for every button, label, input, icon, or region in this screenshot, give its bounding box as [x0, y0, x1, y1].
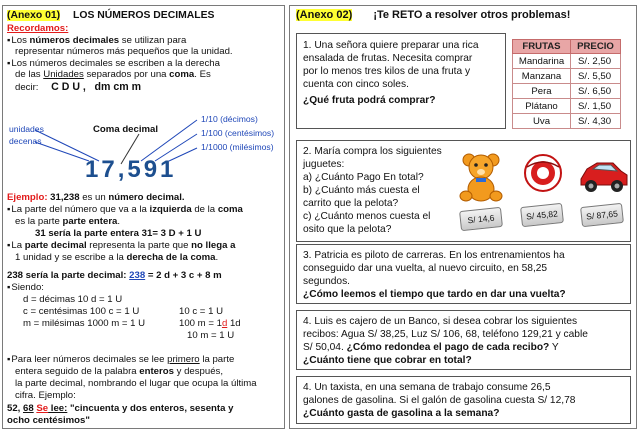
- problem-5-box: [296, 376, 631, 424]
- problem-1-line-4: cuenta con cinco soles.: [303, 79, 409, 90]
- parte-decimal-text-b: 1 unidad y se escribe a la derecha de la coma.: [15, 252, 219, 263]
- anexo-02-label: (Anexo 02): [296, 9, 353, 21]
- problem-2-line-6: c) ¿Cuánto menos cuesta el: [303, 211, 431, 222]
- problem-3-line-2: conseguido dar una vuelta, al nuevo circuito, en 58,25: [303, 263, 548, 274]
- label-decimos: 1/10 (décimos): [201, 114, 258, 124]
- anexo-01-header: [7, 10, 214, 21]
- leer-decimales-text-c: la parte decimal, nombrando el lugar que ocupa la última: [15, 378, 257, 389]
- fruit-cell: Mandarina: [513, 54, 571, 69]
- anexo-01-panel: [2, 5, 285, 429]
- leer-decimales-text-d: cifra. Ejemplo:: [15, 390, 76, 401]
- fruit-cell: Manzana: [513, 69, 571, 84]
- price-tag-pelota: S/ 45,82: [520, 203, 564, 227]
- problem-4-box: [296, 310, 631, 370]
- table-row: [513, 54, 621, 69]
- problem-2-line-3: a) ¿Cuánto Pago En total?: [303, 172, 424, 183]
- paragraph-decimales-1: ▪ Los números decimales se utilizan para: [7, 35, 186, 46]
- problem-5-line-1: 4. Un taxista, en una semana de trabajo consume 26,5: [303, 382, 551, 393]
- table-row: [513, 69, 621, 84]
- problem-4-line-3: S/ 50,04. ¿Cómo redondea el pago de cada recibo? Y: [303, 342, 559, 353]
- decimal-diagram: [7, 114, 282, 190]
- anexo-01-title: LOS NÚMEROS DECIMALES: [73, 10, 215, 21]
- paragraph-decimales-2b: de las Unidades separados por una coma. Es: [15, 69, 211, 80]
- column-frutas: FRUTAS: [513, 40, 571, 54]
- price-cell: S/. 2,50: [571, 54, 621, 69]
- problem-1-line-2: ensalada de frutas. Necesita comprar: [303, 53, 473, 64]
- recordamos-heading: Recordamos:: [7, 23, 69, 34]
- parte-decimal-example: 238 sería la parte decimal: 238 = 2 d + 3 c + 8 m: [7, 270, 222, 281]
- problem-2-line-4: b) ¿Cuánto más cuesta el: [303, 185, 420, 196]
- problem-2-box: [296, 140, 631, 242]
- anexo-02-panel: [289, 5, 637, 429]
- problem-3-question: ¿Cómo leemos el tiempo que tardo en dar una vuelta?: [303, 289, 566, 300]
- price-cell: S/. 1,50: [571, 99, 621, 114]
- equivalence-r3: 10 m = 1 U: [187, 330, 235, 341]
- equivalence-r2: 100 m = 1d 1d: [179, 318, 241, 329]
- problem-5-line-2: galones de gasolina. Si el galón de gasolina cuesta S/ 12,78: [303, 395, 576, 406]
- problem-2-line-7: osito que la pelota?: [303, 224, 392, 235]
- final-example: 52, 68 Se lee: "cincuenta y dos enteros, sesenta y: [7, 403, 234, 414]
- label-coma-decimal: Coma decimal: [93, 124, 159, 135]
- label-decenas: decenas: [9, 136, 42, 146]
- equivalence-centesimas: c = centésimas 100 c = 1 U: [23, 306, 140, 317]
- paragraph-decimales-2: ▪ Los números decimales se escriben a la derecha: [7, 58, 220, 69]
- equivalence-milesimas: m = milésimas 1000 m = 1 U: [23, 318, 146, 329]
- siendo-label: ▪ Siendo:: [7, 282, 44, 293]
- price-tag-carrito: S/ 87,65: [580, 203, 624, 227]
- problem-2-line-2: juguetes:: [303, 159, 345, 170]
- leer-decimales-text: ▪ Para leer números decimales se lee primero la parte: [7, 354, 234, 365]
- price-cell: S/. 5,50: [571, 69, 621, 84]
- table-row: [513, 99, 621, 114]
- leer-decimales-text-b: entera seguido de la palabra enteros y después,: [15, 366, 224, 377]
- problem-1-box: [296, 33, 506, 129]
- problem-1-line-3: por lo menos tres kilos de una fruta y: [303, 66, 471, 77]
- fruit-cell: Pera: [513, 84, 571, 99]
- fruit-price-table: [512, 39, 621, 129]
- problem-3-line-3: segundos.: [303, 276, 351, 287]
- fruit-cell: Uva: [513, 114, 571, 129]
- teddy-bear-icon: [457, 151, 505, 203]
- anexo-01-label: (Anexo 01): [7, 10, 61, 21]
- toy-car-icon: [579, 157, 629, 193]
- parte-decimal-text: ▪ La parte decimal representa la parte que no llega a: [7, 240, 235, 251]
- parte-entera-text-b: es la parte parte entera.: [15, 216, 121, 227]
- equivalence-r1: 10 c = 1 U: [179, 306, 223, 317]
- anexo-02-title: ¡Te RETO a resolver otros problemas!: [373, 9, 571, 21]
- paragraph-decimales-1b: representar números más pequeños que la unidad.: [15, 46, 233, 57]
- problem-2-line-5: carrito que la pelota?: [303, 198, 399, 209]
- table-row: [513, 114, 621, 129]
- problem-4-question: ¿Cuánto tiene que cobrar en total?: [303, 355, 472, 366]
- price-cell: S/. 4,30: [571, 114, 621, 129]
- final-example-b: ocho centésimos": [7, 415, 90, 426]
- anexo-02-header: [296, 9, 570, 21]
- problem-4-line-2: recibos: Agua S/ 38,25, Luz S/ 106, 68, teléfono 129,21 y cable: [303, 329, 588, 340]
- label-centesimos: 1/100 (centésimos): [201, 128, 275, 138]
- parte-entera-text: ▪ La parte del número que va a la izquierda de la coma: [7, 204, 243, 215]
- parte-entera-example: 31 sería la parte entera 31= 3 D + 1 U: [35, 228, 202, 239]
- equivalence-decimas: d = décimas 10 d = 1 U: [23, 294, 123, 305]
- example-decimal-number: 17,591: [85, 156, 177, 183]
- problem-3-box: [296, 244, 631, 304]
- fruit-cell: Plátano: [513, 99, 571, 114]
- table-header-row: [513, 40, 621, 54]
- place-values-row: decir: C D U , dm cm m: [15, 81, 142, 93]
- problem-2-line-1: 2. María compra los siguientes: [303, 146, 442, 157]
- price-tag-osito: S/ 14,6: [459, 207, 503, 231]
- example-line: Ejemplo: 31,238 es un número decimal.: [7, 192, 185, 203]
- problem-1-line-1: 1. Una señora quiere preparar una rica: [303, 40, 479, 51]
- label-milesimos: 1/1000 (milésimos): [201, 142, 274, 152]
- problem-3-line-1: 3. Patricia es piloto de carreras. En los entrenamientos ha: [303, 250, 565, 261]
- label-unidades: unidades: [9, 124, 44, 134]
- problem-4-line-1: 4. Luis es cajero de un Banco, si desea cobrar los siguientes: [303, 316, 578, 327]
- column-precio: PRECIO: [571, 40, 621, 54]
- problem-1-question: ¿Qué fruta podrá comprar?: [303, 95, 436, 106]
- problem-5-question: ¿Cuánto gasta de gasolina a la semana?: [303, 408, 500, 419]
- table-row: [513, 84, 621, 99]
- ball-icon: [523, 153, 563, 193]
- price-cell: S/. 6,50: [571, 84, 621, 99]
